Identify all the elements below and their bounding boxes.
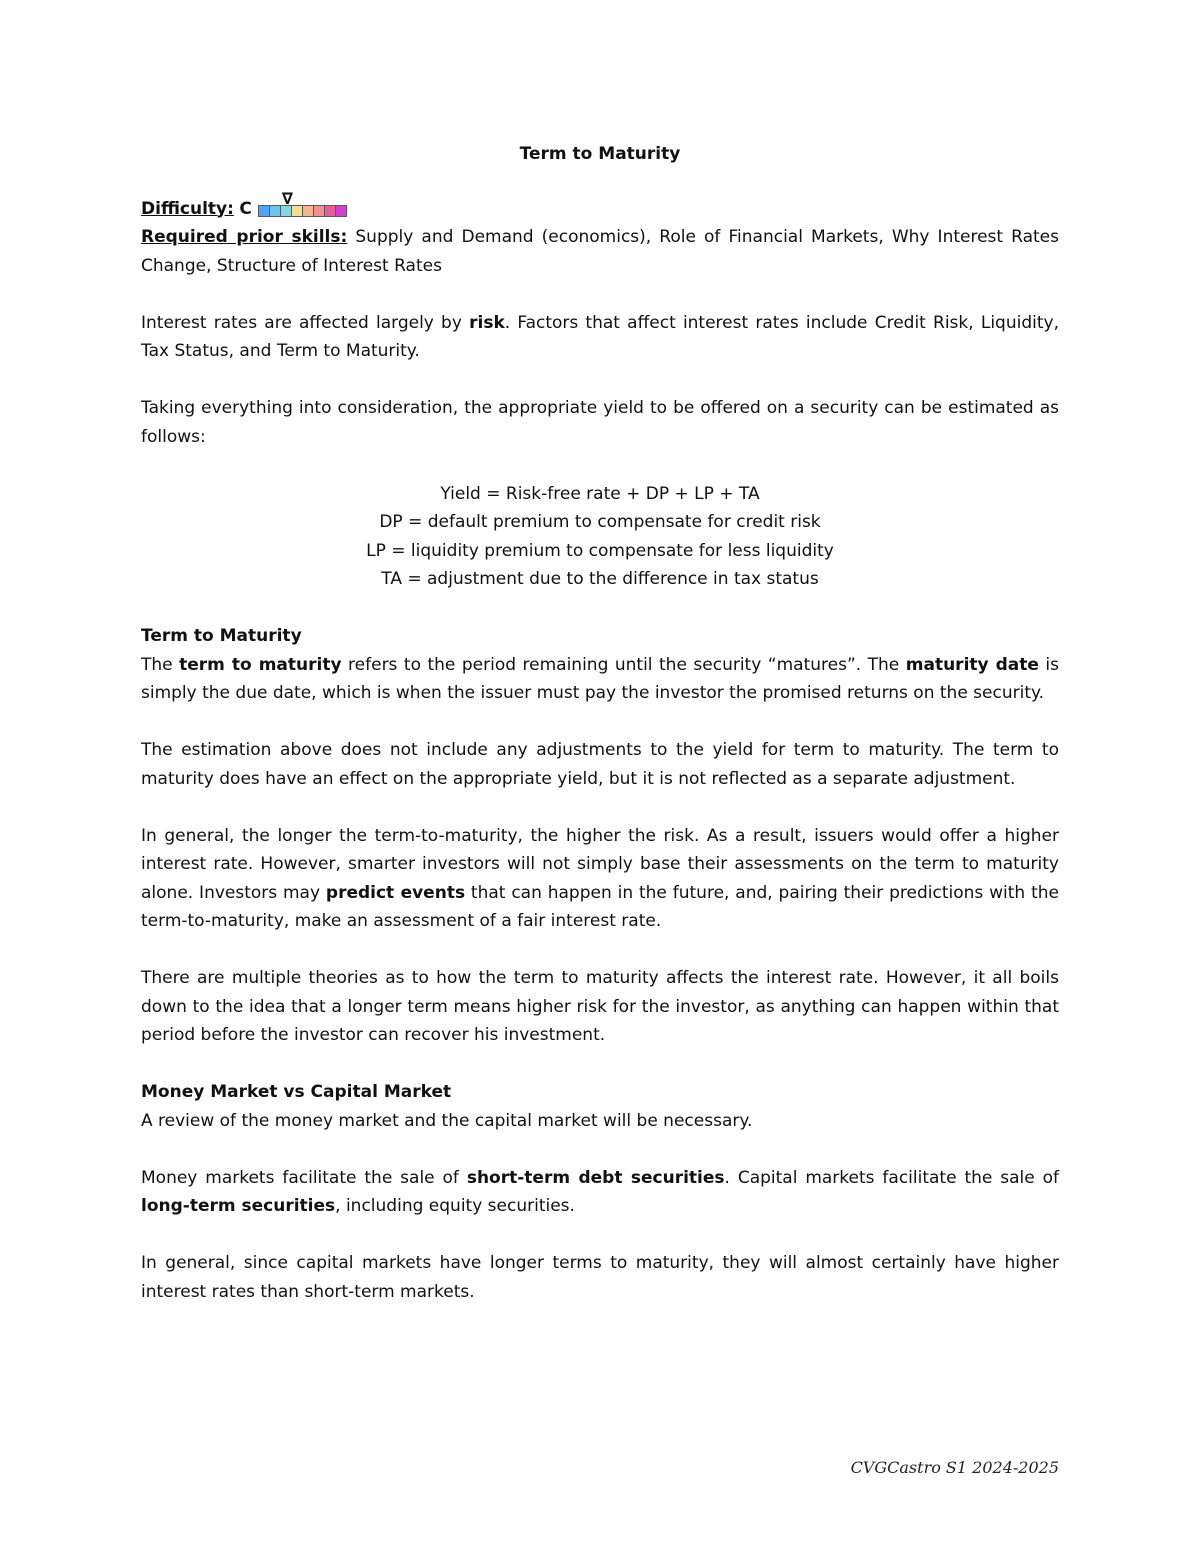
- prior-skills-label: Required prior skills:: [141, 227, 348, 247]
- paragraph: Money markets facilitate the sale of short-term debt securities. Capital markets facilitate the sale of long-term securities, including equity securities.: [141, 1167, 1059, 1216]
- paragraph: The estimation above does not include any adjustments to the yield for term to maturity. The term to maturity does have an effect on the appropriate yield, but it is not reflected as a separate adjustment.: [141, 740, 1059, 789]
- footer-signature: CVGCastro S1 2024-2025: [850, 1458, 1059, 1477]
- difficulty-scale: [258, 189, 346, 217]
- section-heading: Money Market vs Capital Market: [141, 1082, 452, 1102]
- formula-line: LP = liquidity premium to compensate for less liquidity: [366, 540, 834, 561]
- document-page: [141, 140, 1059, 1335]
- section-heading: Term to Maturity: [141, 626, 302, 646]
- paragraph: A review of the money market and the capital market will be necessary.: [141, 1110, 753, 1131]
- difficulty-level-box: [335, 205, 347, 217]
- difficulty-value: C: [239, 198, 252, 219]
- formula-line: DP = default premium to compensate for credit risk: [379, 512, 821, 532]
- prior-skills-text: Supply and Demand (economics), Role of Financial Markets, Why Interest Rates Change, Structure of Interest Rates: [141, 227, 1059, 276]
- estimate-intro: Taking everything into consideration, the appropriate yield to be offered on a security can be estimated as follows:: [141, 398, 1059, 447]
- page-title: Term to Maturity: [519, 144, 681, 164]
- prior-skills: [141, 223, 1059, 280]
- yield-formula: [141, 480, 1059, 594]
- difficulty-marker-icon: ∇: [281, 189, 293, 208]
- formula-line: TA = adjustment due to the difference in tax status: [381, 569, 819, 589]
- difficulty-label: Difficulty:: [141, 198, 234, 219]
- paragraph: The term to maturity refers to the period remaining until the security “matures”. The maturity date is simply the due date, which is when the issuer must pay the investor the promised returns on the security.: [141, 654, 1059, 703]
- paragraph: In general, since capital markets have longer terms to maturity, they will almost certainly have higher interest rates than short-term markets.: [141, 1253, 1059, 1302]
- paragraph: In general, the longer the term-to-maturity, the higher the risk. As a result, issuers would offer a higher interest rate. However, smarter investors will not simply base their assessments on the term to maturity alone. Investors may predict events that can happen in the future, and, pairing their predictions with the term-to-maturity, make an assessment of a fair interest rate.: [141, 825, 1059, 931]
- formula-line: Yield = Risk-free rate + DP + LP + TA: [440, 483, 760, 504]
- difficulty-row: [141, 189, 1059, 224]
- paragraph: There are multiple theories as to how the term to maturity affects the interest rate. However, it all boils down to the idea that a longer term means higher risk for the investor, as anything can happen within that period before the investor can recover his investment.: [141, 968, 1059, 1045]
- intro-paragraph: Interest rates are affected largely by risk. Factors that affect interest rates include Credit Risk, Liquidity, Tax Status, and Term to Maturity.: [141, 312, 1059, 361]
